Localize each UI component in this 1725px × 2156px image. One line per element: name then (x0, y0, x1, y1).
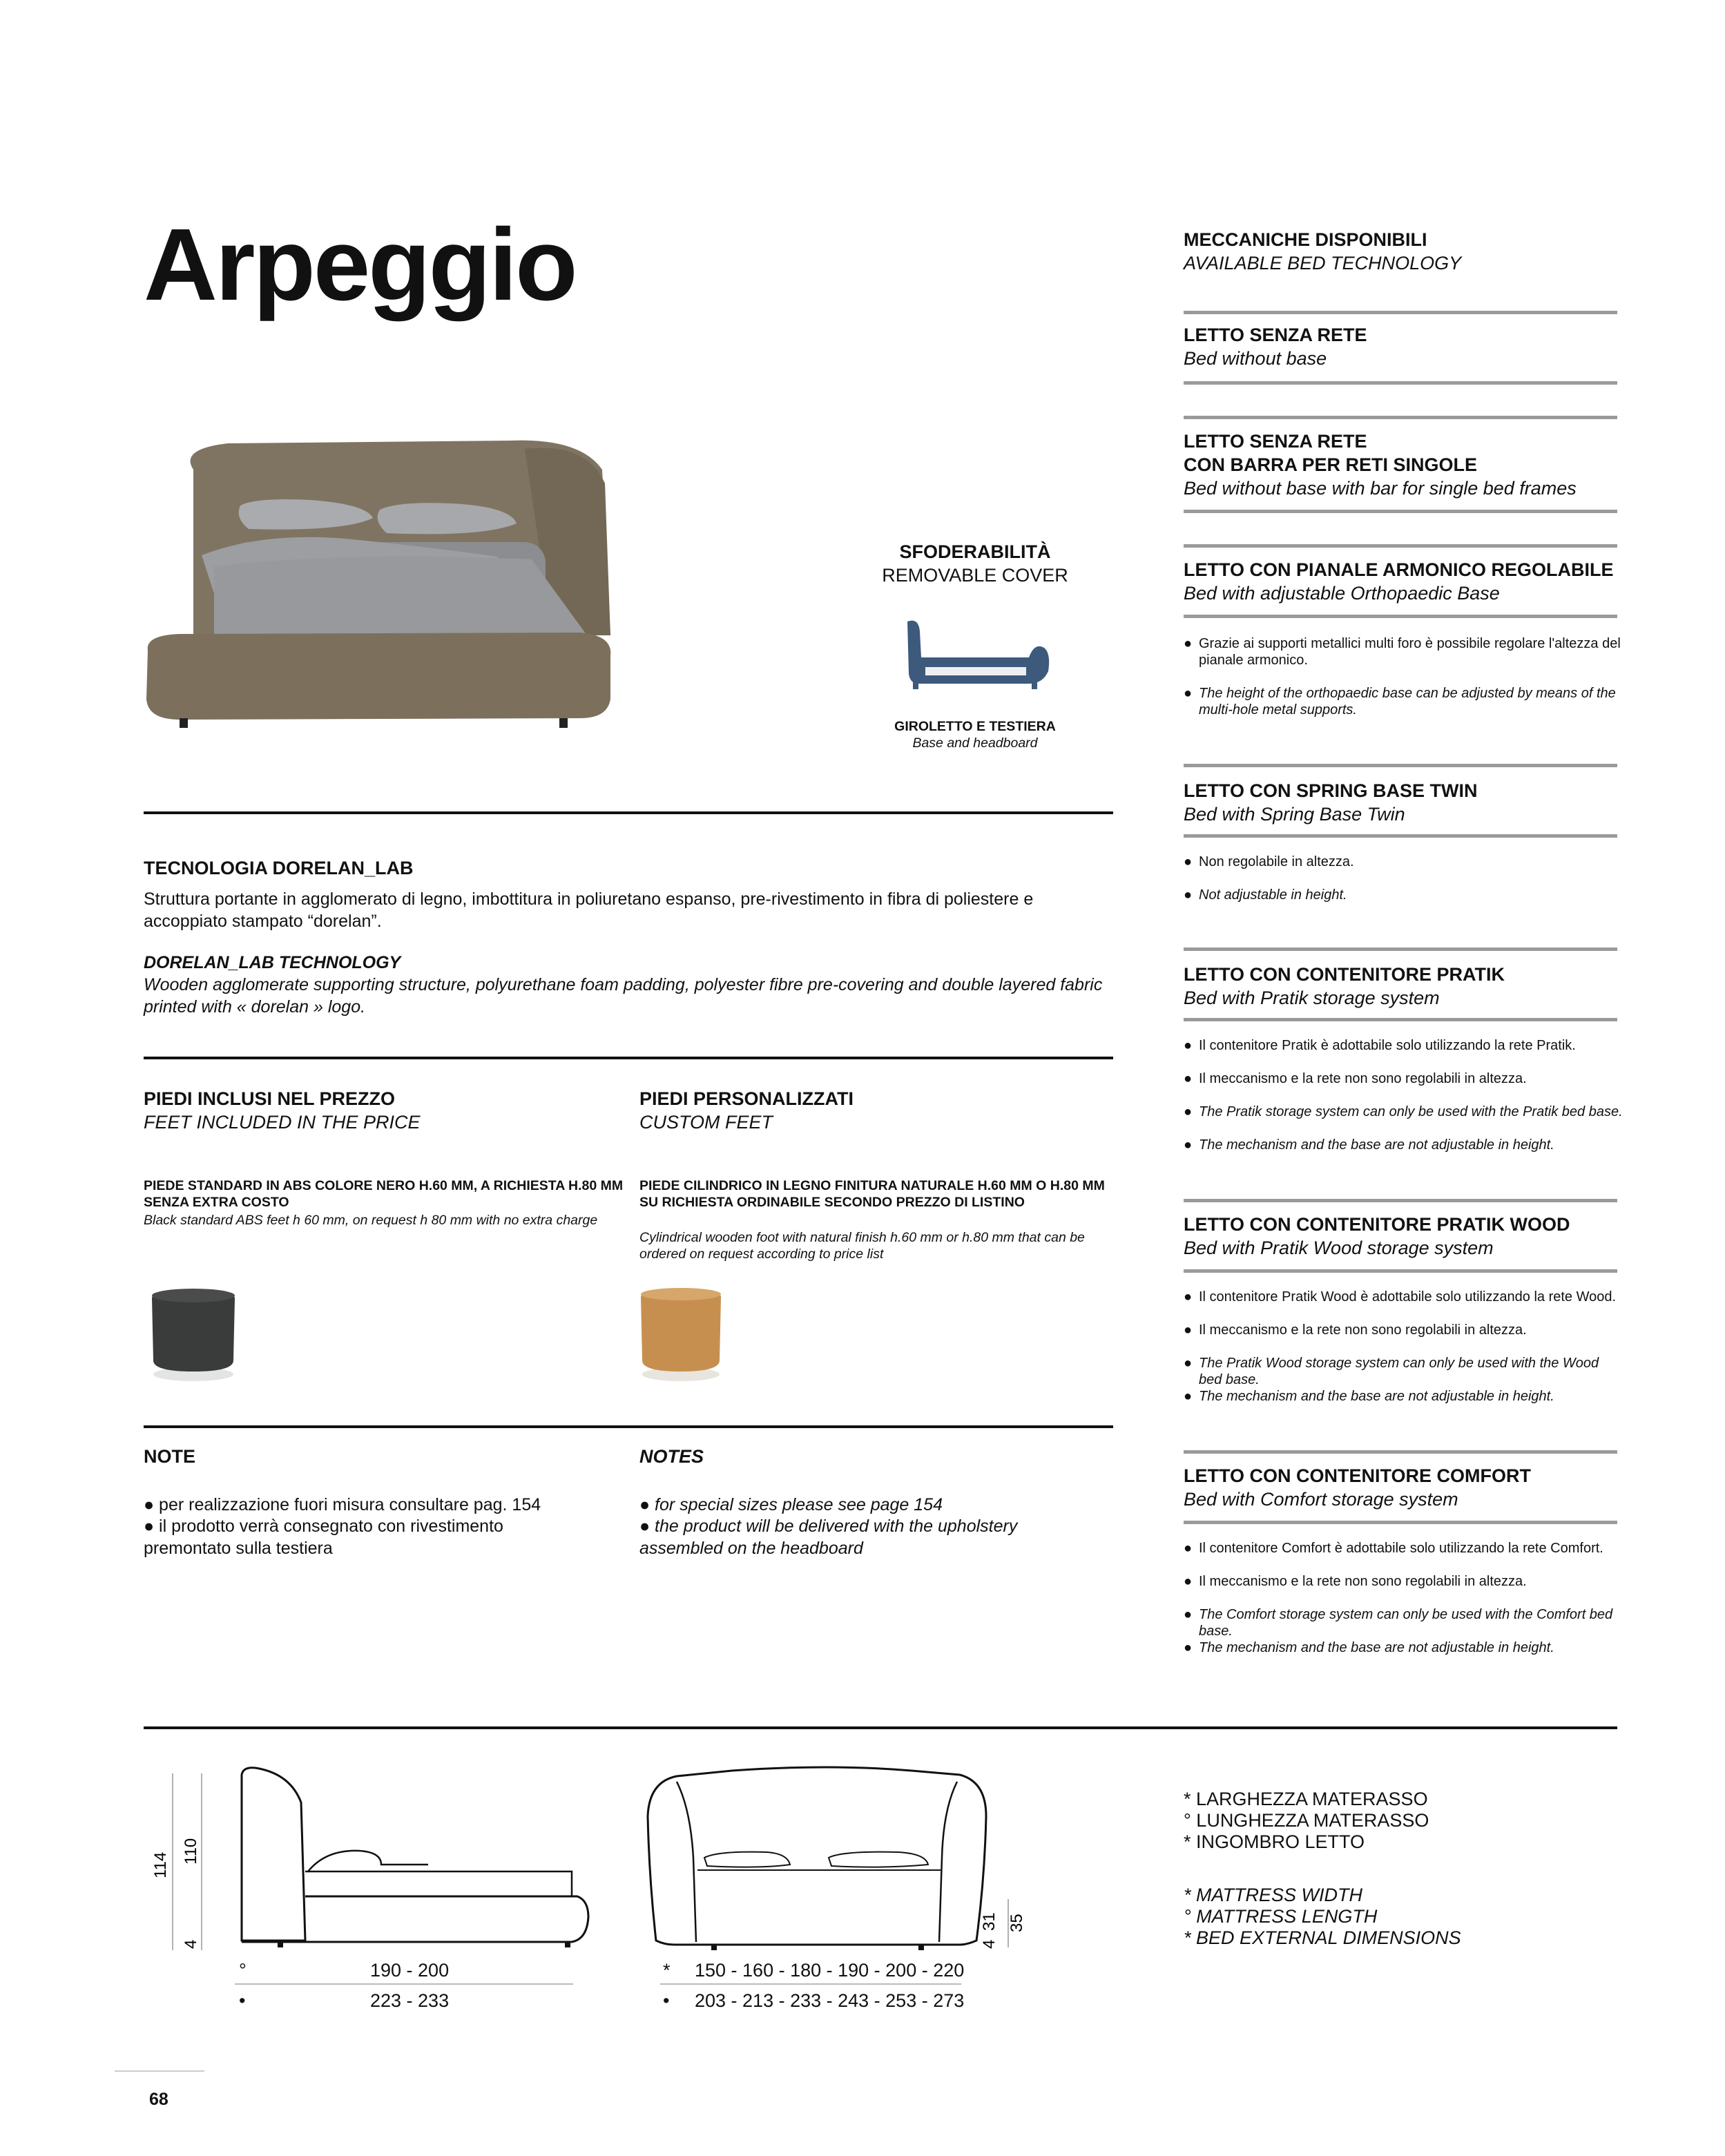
dim-114: 114 (151, 1851, 170, 1878)
removable-label-en: Base and headboard (912, 735, 1038, 751)
black-foot-image (138, 1271, 249, 1409)
legend-it-width: * LARGHEZZA MATERASSO (1184, 1789, 1428, 1809)
feet-included-en: FEET INCLUDED IN THE PRICE (144, 1112, 421, 1133)
note-it-2: ● il prodotto verrà consegnato con rivestimento premontato sulla testiera (144, 1517, 503, 1558)
technology-heading-en: DORELAN_LAB TECHNOLOGY (144, 953, 401, 972)
bullet-item: ● The height of the orthopaedic base can be adjusted by means of the multi-hole metal supports. (1184, 686, 1616, 718)
divider (1184, 615, 1617, 618)
bullet-dot: ● (1184, 1289, 1193, 1305)
technology-text-en: Wooden agglomerate supporting structure, polyurethane foam padding, polyester fibre pre-covering and double layered fabric printed with « dorelan » logo. (144, 975, 1103, 1017)
divider (1184, 544, 1617, 548)
bullet-item: ● Il meccanismo e la rete non sono regolabili in altezza. (1184, 1574, 1527, 1589)
bullet-dot: ● (1184, 636, 1193, 651)
feet-custom-it: PIEDI PERSONALIZZATI (639, 1088, 854, 1109)
page-title: Arpeggio (144, 208, 576, 322)
note-en-1: ● for special sizes please see page 154 (639, 1495, 943, 1514)
removable-heading-en: REMOVABLE COVER (882, 565, 1068, 586)
length-mattress-value: 190 - 200 (370, 1960, 450, 1981)
bed-tech-heading-en: AVAILABLE BED TECHNOLOGY (1184, 253, 1462, 273)
bed-tech-heading-it: MECCANICHE DISPONIBILI (1184, 229, 1427, 250)
feet-custom-en: CUSTOM FEET (639, 1112, 773, 1133)
bed-type-subtitle: Bed with Comfort storage system (1184, 1489, 1458, 1510)
bullet-dot: ● (1184, 1607, 1193, 1622)
dim-110: 110 (182, 1838, 200, 1865)
legend-en-length: ° MATTRESS LENGTH (1184, 1906, 1378, 1927)
bed-type-subtitle: Bed with Pratik Wood storage system (1184, 1238, 1494, 1258)
divider (1184, 834, 1617, 838)
bed-base-headboard-icon (898, 615, 1057, 697)
note-en-2: ● the product will be delivered with the upholstery assembled on the headboard (639, 1517, 1018, 1558)
bullet-item: ● The mechanism and the base are not adjustable in height. (1184, 1137, 1554, 1153)
bullet-item: ● Il contenitore Pratik è adottabile solo utilizzando la rete Pratik. (1184, 1038, 1576, 1053)
bullet-dot: ● (1184, 686, 1193, 701)
technology-heading: TECNOLOGIA DORELAN_LAB (144, 858, 414, 878)
bullet-dot: ● (1184, 887, 1193, 903)
divider (1184, 1199, 1617, 1202)
bed-type-title-line2: CON BARRA PER RETI SINGOLE (1184, 454, 1478, 475)
bullet-dot: ● (1184, 1640, 1193, 1655)
divider (1184, 764, 1617, 767)
wooden-foot-image (626, 1271, 736, 1409)
divider (1184, 416, 1617, 419)
bullet-item: ● Il contenitore Pratik Wood è adottabile solo utilizzando la rete Wood. (1184, 1289, 1617, 1305)
divider (144, 1726, 1617, 1729)
bed-sheet (214, 557, 587, 635)
divider (1184, 1018, 1617, 1021)
technology-text-it: Struttura portante in agglomerato di legno, imbottitura in poliuretano espanso, pre-rivestimento in fibra di poliestere e accoppiato stampato “dorelan”. (144, 889, 1034, 931)
standard-foot-desc: PIEDE STANDARD IN ABS COLORE NERO H.60 MM, A RICHIESTA H.80 MM SENZA EXTRA COSTO (144, 1178, 624, 1210)
bullet-item: ● Not adjustable in height. (1184, 887, 1347, 903)
notes-heading-en: NOTES (639, 1446, 704, 1467)
divider (1184, 1521, 1617, 1524)
divider (144, 811, 1113, 814)
note-it-1: ● per realizzazione fuori misura consultare pag. 154 (144, 1495, 541, 1514)
dim-front-35: 35 (1008, 1914, 1026, 1932)
bed-type-subtitle: Bed without base (1184, 348, 1327, 369)
bed-type-title: LETTO CON CONTENITORE PRATIK (1184, 964, 1505, 985)
bullet-item: ● The Comfort storage system can only be used with the Comfort bed base. (1184, 1607, 1613, 1639)
standard-foot-desc-en: Black standard ABS feet h 60 mm, on request h 80 mm with no extra charge (144, 1213, 598, 1228)
dimension-rule (235, 1983, 573, 1985)
bed-type-subtitle: Bed with Pratik storage system (1184, 988, 1440, 1008)
divider (1184, 510, 1617, 513)
bullet-dot: ● (1184, 1322, 1193, 1338)
bed-type-title: LETTO CON PIANALE ARMONICO REGOLABILE (1184, 559, 1614, 580)
legend-en-external: * BED EXTERNAL DIMENSIONS (1184, 1927, 1461, 1948)
length-mattress-symbol: ° (239, 1960, 247, 1981)
bed-type-subtitle: Bed with adjustable Orthopaedic Base (1184, 583, 1500, 604)
bullet-item: ● Non regolabile in altezza. (1184, 854, 1354, 869)
bed-foot-left (180, 718, 188, 728)
footer-rule (115, 2070, 204, 2072)
bed-type-title: LETTO SENZA RETE (1184, 325, 1367, 345)
dimension-rule (660, 1983, 961, 1985)
cylindrical-foot-desc-en: Cylindrical wooden foot with natural finish h.60 mm or h.80 mm that can be ordered on request according to price list (639, 1230, 1085, 1262)
bullet-item: ● The Pratik Wood storage system can only be used with the Wood bed base. (1184, 1356, 1599, 1387)
length-ext-value: 223 - 233 (370, 1990, 450, 2011)
dim-front-31: 31 (980, 1912, 999, 1931)
bullet-item: ● Grazie ai supporti metallici multi foro è possibile regolare l'altezza del pianale armonico. (1184, 636, 1621, 668)
bullet-dot: ● (1184, 1574, 1193, 1589)
bullet-item: ● The mechanism and the base are not adjustable in height. (1184, 1640, 1554, 1655)
bed-type-title: LETTO CON CONTENITORE PRATIK WOOD (1184, 1214, 1570, 1235)
bullet-item: ● The mechanism and the base are not adjustable in height. (1184, 1389, 1554, 1404)
width-mattress-values: 150 - 160 - 180 - 190 - 200 - 220 (695, 1960, 965, 1981)
notes-heading-it: NOTE (144, 1446, 196, 1467)
bed-type-subtitle: Bed without base with bar for single bed frames (1184, 478, 1577, 499)
bed-type-subtitle: Bed with Spring Base Twin (1184, 804, 1405, 825)
bullet-dot: ● (1184, 854, 1193, 869)
bullet-dot: ● (1184, 1389, 1193, 1404)
width-ext-values: 203 - 213 - 233 - 243 - 253 - 273 (695, 1990, 965, 2011)
bed-photo (138, 428, 615, 739)
bed-type-title: LETTO CON CONTENITORE COMFORT (1184, 1465, 1531, 1486)
dim-4: 4 (182, 1939, 200, 1949)
width-ext-symbol: • (663, 1990, 670, 2011)
divider (1184, 1269, 1617, 1273)
bullet-item: ● Il meccanismo e la rete non sono regolabili in altezza. (1184, 1071, 1527, 1086)
divider (1184, 1450, 1617, 1454)
dim-front-4: 4 (980, 1939, 999, 1949)
bullet-dot: ● (1184, 1104, 1193, 1119)
removable-heading-it: SFODERABILITÀ (899, 541, 1051, 562)
width-mattress-symbol: * (663, 1960, 671, 1981)
divider (144, 1425, 1113, 1428)
divider (1184, 947, 1617, 951)
bullet-item: ● Il contenitore Comfort è adottabile solo utilizzando la rete Comfort. (1184, 1541, 1603, 1556)
length-ext-symbol: • (239, 1990, 246, 2011)
bed-base (146, 633, 610, 720)
divider (1184, 311, 1617, 314)
legend-en-width: * MATTRESS WIDTH (1184, 1885, 1362, 1905)
bullet-item: ● The Pratik storage system can only be used with the Pratik bed base. (1184, 1104, 1623, 1119)
divider (144, 1057, 1113, 1059)
legend-it-length: ° LUNGHEZZA MATERASSO (1184, 1810, 1429, 1831)
divider (1184, 381, 1617, 385)
bullet-dot: ● (1184, 1137, 1193, 1153)
bed-type-title: LETTO CON SPRING BASE TWIN (1184, 780, 1478, 801)
cylindrical-foot-desc: PIEDE CILINDRICO IN LEGNO FINITURA NATURALE H.60 MM O H.80 MM SU RICHIESTA ORDINABILE SECONDO PREZZO DI LISTINO (639, 1178, 1105, 1210)
bullet-dot: ● (1184, 1038, 1193, 1053)
bed-foot-right (559, 718, 568, 728)
feet-included-it: PIEDI INCLUSI NEL PREZZO (144, 1088, 396, 1109)
bullet-dot: ● (1184, 1356, 1193, 1371)
bullet-item: ● Il meccanismo e la rete non sono regolabili in altezza. (1184, 1322, 1527, 1338)
bed-type-title: LETTO SENZA RETE (1184, 431, 1367, 452)
removable-label-it: GIROLETTO E TESTIERA (894, 719, 1056, 734)
legend-it-external: * INGOMBRO LETTO (1184, 1831, 1365, 1852)
page-number: 68 (149, 2090, 168, 2109)
bullet-dot: ● (1184, 1541, 1193, 1556)
bullet-dot: ● (1184, 1071, 1193, 1086)
